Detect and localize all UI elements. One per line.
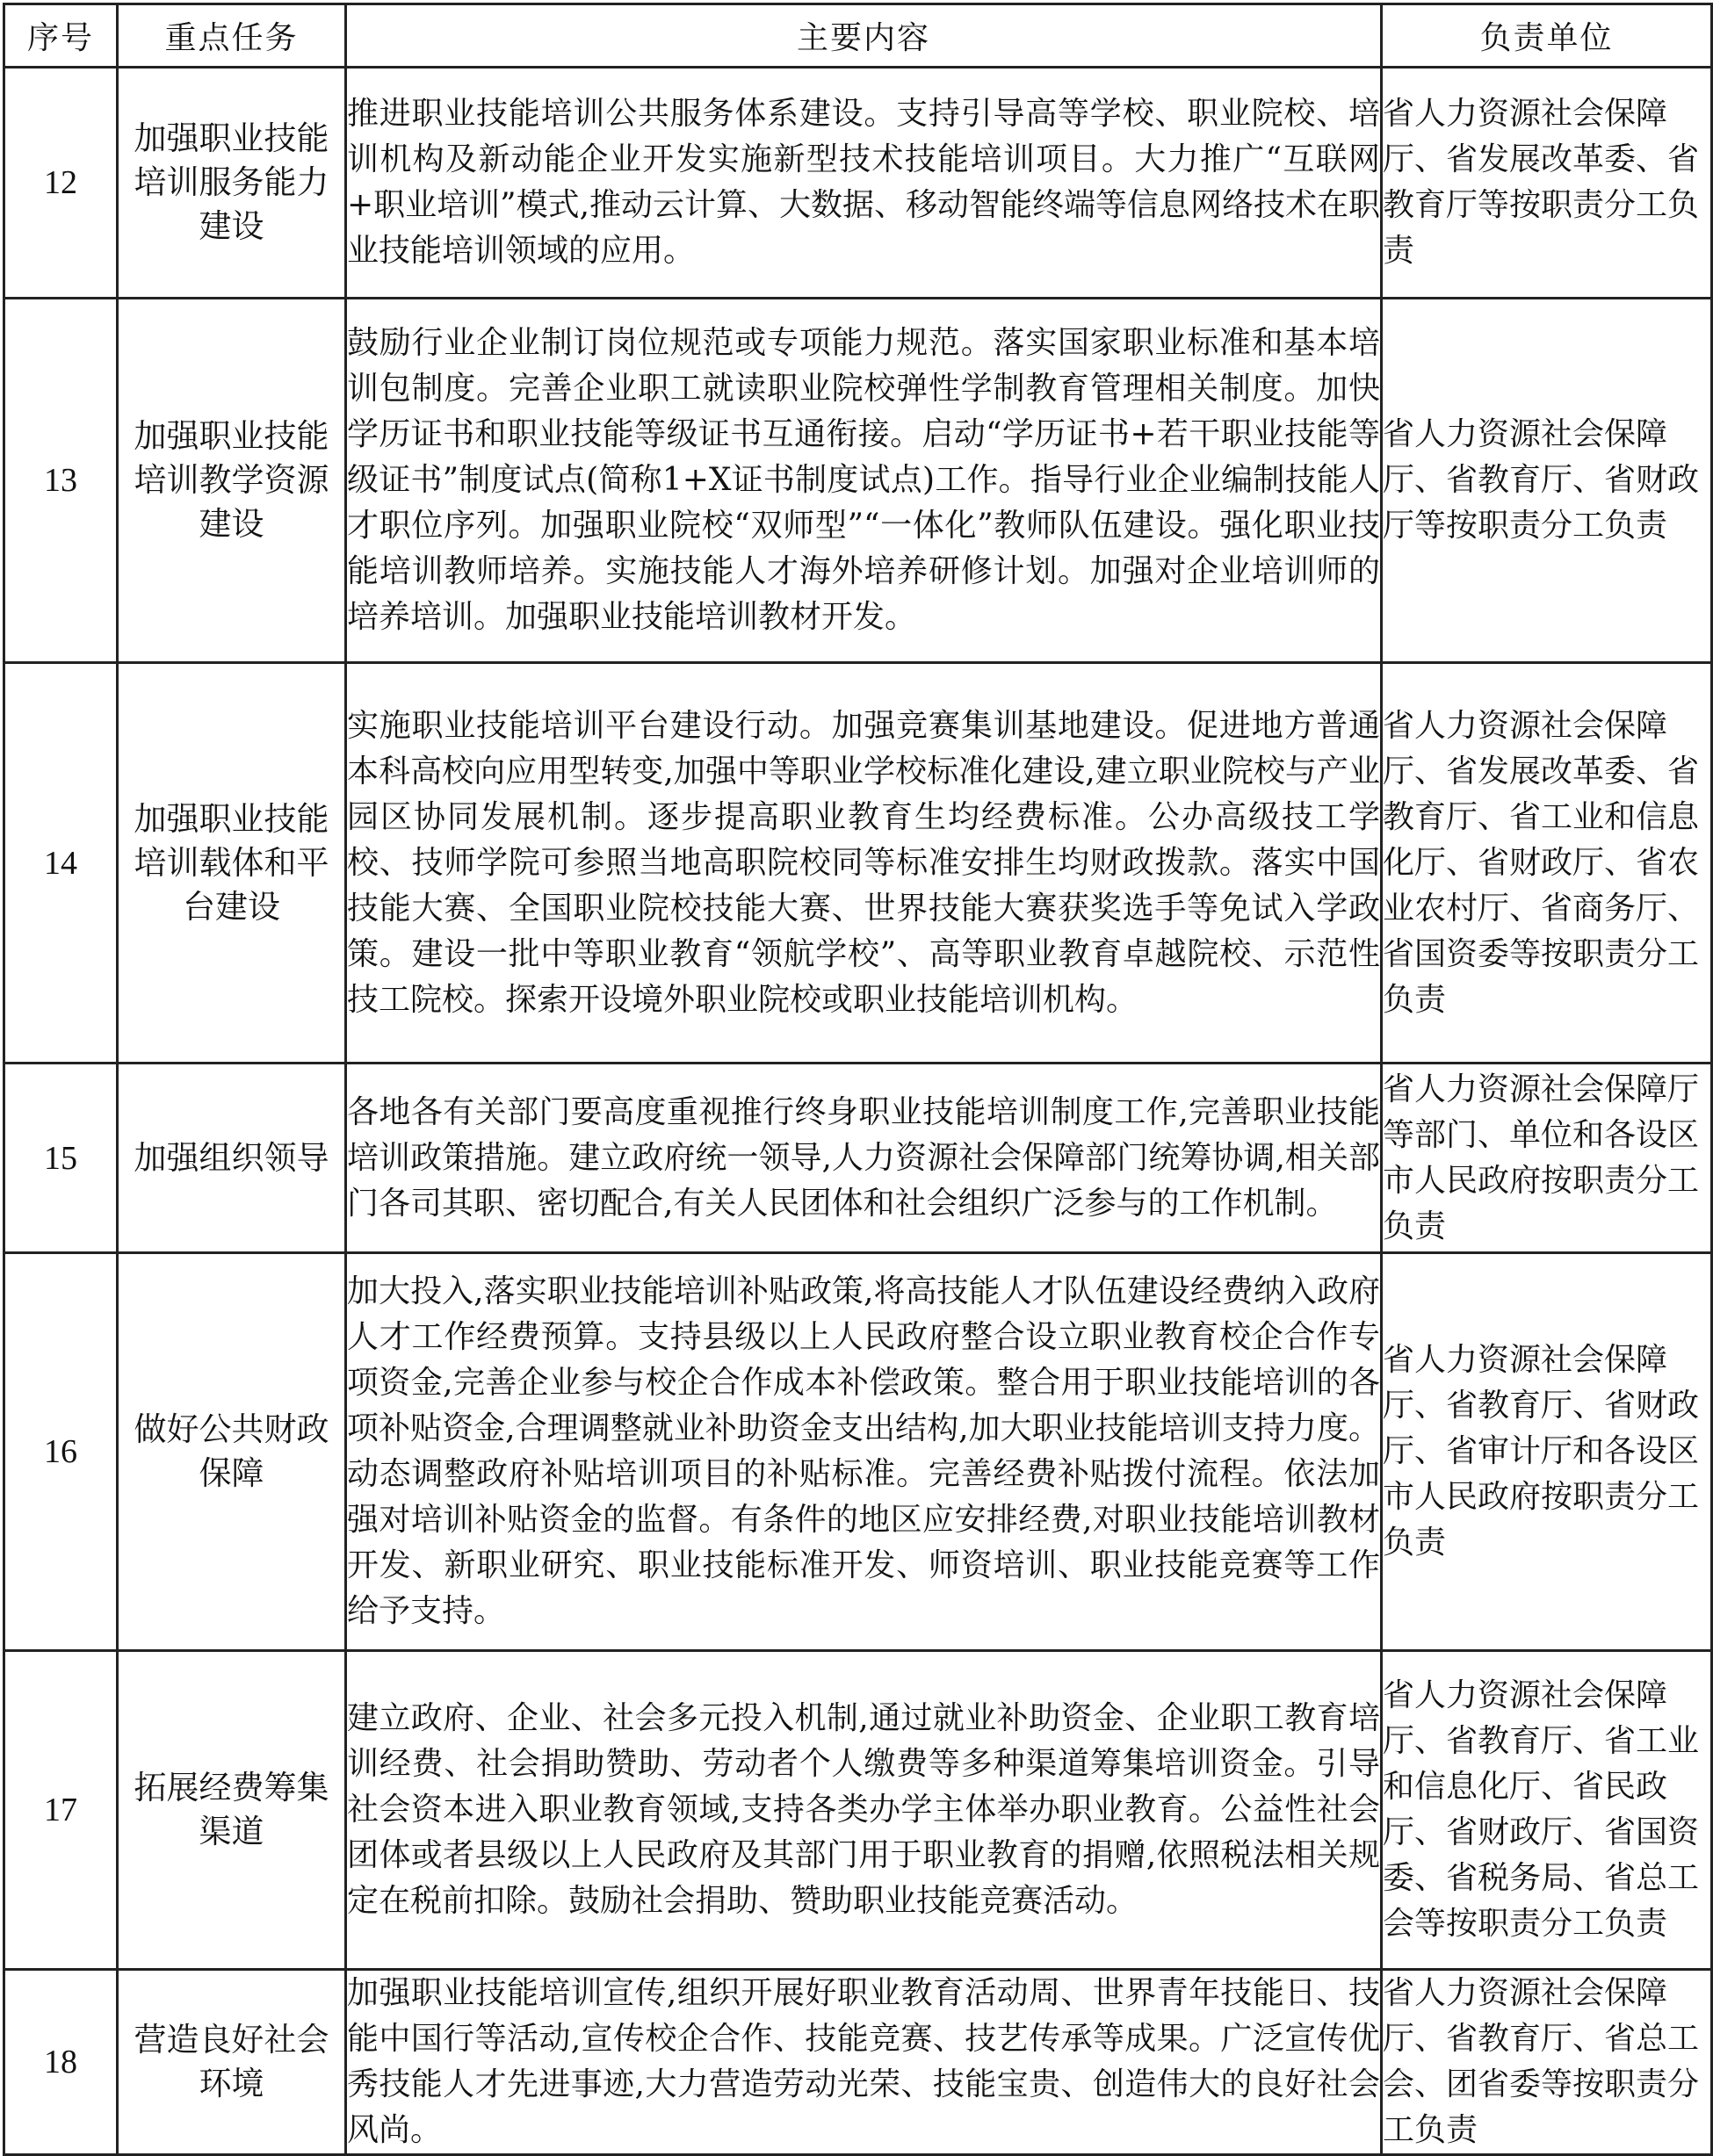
task-content: 各地各有关部门要高度重视推行终身职业技能培训制度工作,完善职业技能培训政策措施。建立政府统一领导,人力资源社会保障部门统筹协调,相关部门各司其职、密切配合,有关人民团体和社会组织广泛参与的工作机制。 bbox=[346, 1064, 1382, 1253]
row-number: 14 bbox=[4, 663, 118, 1064]
task-name: 做好公共财政保障 bbox=[118, 1253, 346, 1651]
row-number: 16 bbox=[4, 1253, 118, 1651]
table-row bbox=[4, 68, 1712, 299]
task-table bbox=[3, 3, 1713, 2156]
responsible-unit: 省人力资源社会保障厅、省教育厅、省总工会、团省委等按职责分工负责 bbox=[1382, 1970, 1712, 2155]
row-number: 13 bbox=[4, 299, 118, 663]
responsible-unit: 省人力资源社会保障厅、省教育厅、省财政厅等按职责分工负责 bbox=[1382, 299, 1712, 663]
table-row bbox=[4, 663, 1712, 1064]
task-name: 加强职业技能培训教学资源建设 bbox=[118, 299, 346, 663]
task-name: 拓展经费筹集渠道 bbox=[118, 1651, 346, 1970]
header-row bbox=[4, 4, 1712, 68]
table-row bbox=[4, 1970, 1712, 2155]
task-content: 建立政府、企业、社会多元投入机制,通过就业补助资金、企业职工教育培训经费、社会捐助赞助、劳动者个人缴费等多种渠道筹集培训资金。引导社会资本进入职业教育领域,支持各类办学主体举办职业教育。公益性社会团体或者县级以上人民政府及其部门用于职业教育的捐赠,依照税法相关规定在税前扣除。鼓励社会捐助、赞助职业技能竞赛活动。 bbox=[346, 1651, 1382, 1970]
row-number: 18 bbox=[4, 1970, 118, 2155]
row-number: 15 bbox=[4, 1064, 118, 1253]
table-row bbox=[4, 299, 1712, 663]
table-row bbox=[4, 1253, 1712, 1651]
task-content: 实施职业技能培训平台建设行动。加强竞赛集训基地建设。促进地方普通本科高校向应用型转变,加强中等职业学校标准化建设,建立职业院校与产业园区协同发展机制。逐步提高职业教育生均经费标准。公办高级技工学校、技师学院可参照当地高职院校同等标准安排生均财政拨款。落实中国技能大赛、全国职业院校技能大赛、世界技能大赛获奖选手等免试入学政策。建设一批中等职业教育“领航学校”、高等职业教育卓越院校、示范性技工院校。探索开设境外职业院校或职业技能培训机构。 bbox=[346, 663, 1382, 1064]
header-content: 主要内容 bbox=[346, 4, 1382, 68]
header-dept: 负责单位 bbox=[1382, 4, 1712, 68]
task-content: 加大投入,落实职业技能培训补贴政策,将高技能人才队伍建设经费纳入政府人才工作经费预算。支持县级以上人民政府整合设立职业教育校企合作专项资金,完善企业参与校企合作成本补偿政策。整合用于职业技能培训的各项补贴资金,合理调整就业补助资金支出结构,加大职业技能培训支持力度。动态调整政府补贴培训项目的补贴标准。完善经费补贴拨付流程。依法加强对培训补贴资金的监督。有条件的地区应安排经费,对职业技能培训教材开发、新职业研究、职业技能标准开发、师资培训、职业技能竞赛等工作给予支持。 bbox=[346, 1253, 1382, 1651]
responsible-unit: 省人力资源社会保障厅、省发展改革委、省教育厅等按职责分工负责 bbox=[1382, 68, 1712, 299]
header-no: 序号 bbox=[4, 4, 118, 68]
task-name: 加强职业技能培训服务能力建设 bbox=[118, 68, 346, 299]
responsible-unit: 省人力资源社会保障厅、省教育厅、省财政厅、省审计厅和各设区市人民政府按职责分工负责 bbox=[1382, 1253, 1712, 1651]
table-row bbox=[4, 1651, 1712, 1970]
task-name: 营造良好社会环境 bbox=[118, 1970, 346, 2155]
table-row bbox=[4, 1064, 1712, 1253]
responsible-unit: 省人力资源社会保障厅等部门、单位和各设区市人民政府按职责分工负责 bbox=[1382, 1064, 1712, 1253]
task-name: 加强职业技能培训载体和平台建设 bbox=[118, 663, 346, 1064]
responsible-unit: 省人力资源社会保障厅、省教育厅、省工业和信息化厅、省民政厅、省财政厅、省国资委、省税务局、省总工会等按职责分工负责 bbox=[1382, 1651, 1712, 1970]
row-number: 12 bbox=[4, 68, 118, 299]
responsible-unit: 省人力资源社会保障厅、省发展改革委、省教育厅、省工业和信息化厅、省财政厅、省农业农村厅、省商务厅、省国资委等按职责分工负责 bbox=[1382, 663, 1712, 1064]
header-task: 重点任务 bbox=[118, 4, 346, 68]
task-content: 鼓励行业企业制订岗位规范或专项能力规范。落实国家职业标准和基本培训包制度。完善企业职工就读职业院校弹性学制教育管理相关制度。加快学历证书和职业技能等级证书互通衔接。启动“学历证书+若干职业技能等级证书”制度试点(简称1+X证书制度试点)工作。指导行业企业编制技能人才职位序列。加强职业院校“双师型”“一体化”教师队伍建设。强化职业技能培训教师培养。实施技能人才海外培养研修计划。加强对企业培训师的培养培训。加强职业技能培训教材开发。 bbox=[346, 299, 1382, 663]
task-content: 推进职业技能培训公共服务体系建设。支持引导高等学校、职业院校、培训机构及新动能企业开发实施新型技术技能培训项目。大力推广“互联网+职业培训”模式,推动云计算、大数据、移动智能终端等信息网络技术在职业技能培训领域的应用。 bbox=[346, 68, 1382, 299]
task-content: 加强职业技能培训宣传,组织开展好职业教育活动周、世界青年技能日、技能中国行等活动,宣传校企合作、技能竞赛、技艺传承等成果。广泛宣传优秀技能人才先进事迹,大力营造劳动光荣、技能宝贵、创造伟大的良好社会风尚。 bbox=[346, 1970, 1382, 2155]
row-number: 17 bbox=[4, 1651, 118, 1970]
task-name: 加强组织领导 bbox=[118, 1064, 346, 1253]
